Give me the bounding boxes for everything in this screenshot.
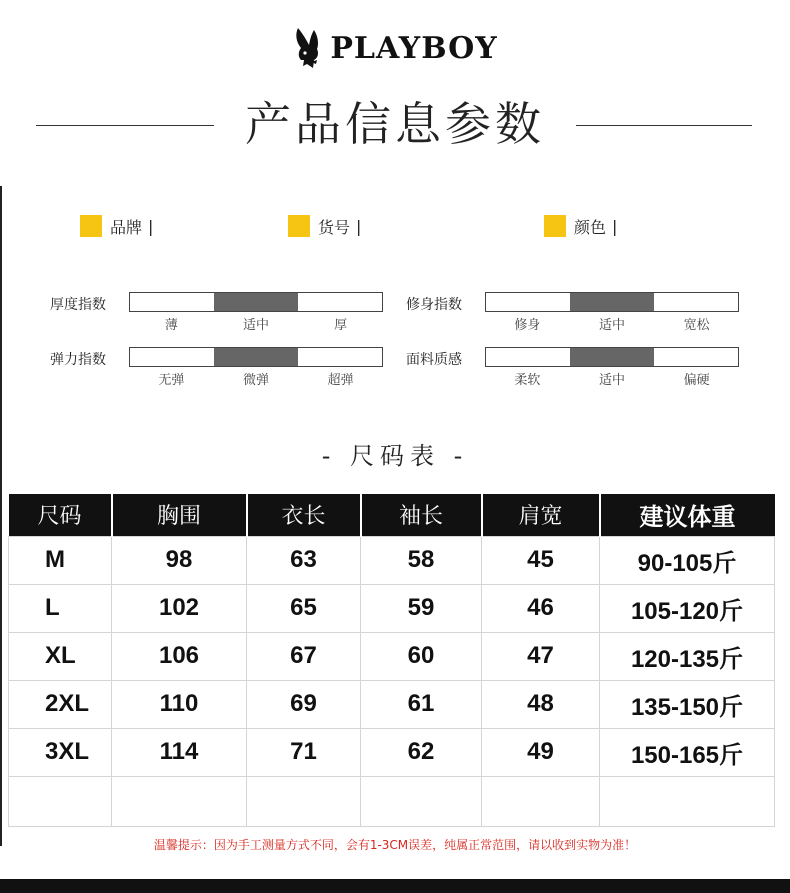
empty-cell xyxy=(361,776,482,826)
cell-length: 63 xyxy=(247,536,361,584)
scale-label: 微弹 xyxy=(243,373,270,388)
measurement-note: 温馨提示：因为手工测量方式不同，会有1-3CM误差，纯属正常范围，请以收到实物为准！ xyxy=(153,838,637,852)
empty-cell xyxy=(247,776,361,826)
attr-thickness-labels xyxy=(129,314,383,333)
cell-length: 69 xyxy=(247,680,361,728)
scale-label: 超弹 xyxy=(327,373,354,388)
table-row xyxy=(9,584,775,632)
cell-sleeve: 60 xyxy=(361,632,482,680)
attr-thickness-name: 厚度指数 xyxy=(50,297,106,313)
scale-segment xyxy=(130,293,214,311)
attr-fit-scale xyxy=(485,292,739,312)
size-table xyxy=(8,494,775,827)
cell-sleeve: 62 xyxy=(361,728,482,776)
scale-label: 宽松 xyxy=(683,318,710,333)
title-divider-left xyxy=(36,125,214,126)
info-brand xyxy=(80,214,153,238)
yellow-square-icon xyxy=(80,215,102,237)
cell-chest: 98 xyxy=(112,536,247,584)
attr-thickness xyxy=(50,292,390,342)
empty-cell xyxy=(482,776,600,826)
cell-weight: 90-105斤 xyxy=(600,536,775,584)
cell-sleeve: 58 xyxy=(361,536,482,584)
attr-fabric-feel-name: 面料质感 xyxy=(406,352,462,368)
header-sleeve: 袖长 xyxy=(361,494,482,536)
attr-elasticity-name: 弹力指数 xyxy=(50,352,106,368)
info-separator: | xyxy=(356,216,362,236)
cell-length: 67 xyxy=(247,632,361,680)
info-separator: | xyxy=(612,216,618,236)
page-title: 产品信息参数 xyxy=(245,97,545,151)
scale-label: 偏硬 xyxy=(683,373,710,388)
cell-chest: 102 xyxy=(112,584,247,632)
scale-label: 适中 xyxy=(599,373,626,388)
scale-segment-selected xyxy=(570,348,654,366)
header-size: 尺码 xyxy=(9,494,112,536)
scale-label: 修身 xyxy=(514,318,541,333)
scale-segment-selected xyxy=(570,293,654,311)
attr-elasticity-labels xyxy=(129,369,383,388)
table-row xyxy=(9,536,775,584)
cell-length: 71 xyxy=(247,728,361,776)
scale-segment xyxy=(654,348,738,366)
info-item-no xyxy=(288,214,361,238)
scale-label: 薄 xyxy=(164,318,178,333)
scale-label: 适中 xyxy=(243,318,270,333)
header-weight: 建议体重 xyxy=(600,494,775,536)
cell-chest: 110 xyxy=(112,680,247,728)
table-row xyxy=(9,680,775,728)
info-item-no-label: 货号 xyxy=(318,217,351,237)
scale-label: 无弹 xyxy=(158,373,185,388)
title-divider-right xyxy=(576,125,752,126)
cell-size: M xyxy=(9,536,112,584)
attr-fabric-feel xyxy=(406,347,746,397)
attr-fit-name: 修身指数 xyxy=(406,297,462,313)
cell-weight: 135-150斤 xyxy=(600,680,775,728)
cell-chest: 114 xyxy=(112,728,247,776)
size-chart-title: - 尺码表 - xyxy=(321,442,469,470)
scale-label: 适中 xyxy=(599,318,626,333)
cell-shoulder: 48 xyxy=(482,680,600,728)
cell-shoulder: 46 xyxy=(482,584,600,632)
scale-segment-selected xyxy=(214,348,298,366)
empty-cell xyxy=(600,776,775,826)
attr-fabric-feel-scale xyxy=(485,347,739,367)
cell-size: 2XL xyxy=(9,680,112,728)
cell-weight: 105-120斤 xyxy=(600,584,775,632)
cell-chest: 106 xyxy=(112,632,247,680)
scale-segment-selected xyxy=(214,293,298,311)
table-row xyxy=(9,728,775,776)
attr-fit-labels xyxy=(485,314,739,333)
cell-length: 65 xyxy=(247,584,361,632)
cell-sleeve: 61 xyxy=(361,680,482,728)
empty-cell xyxy=(112,776,247,826)
yellow-square-icon xyxy=(544,215,566,237)
brand-name: PLAYBOY xyxy=(330,30,498,66)
cell-shoulder: 45 xyxy=(482,536,600,584)
cell-weight: 120-135斤 xyxy=(600,632,775,680)
attr-elasticity xyxy=(50,347,390,397)
table-row xyxy=(9,632,775,680)
brand-logo xyxy=(0,24,790,72)
scale-segment xyxy=(130,348,214,366)
header-chest: 胸围 xyxy=(112,494,247,536)
cell-weight: 150-165斤 xyxy=(600,728,775,776)
info-color xyxy=(544,214,617,238)
header-length: 衣长 xyxy=(247,494,361,536)
attr-elasticity-scale xyxy=(129,347,383,367)
scale-label: 厚 xyxy=(334,318,348,333)
scale-segment xyxy=(298,293,382,311)
attr-fit xyxy=(406,292,746,342)
scale-label: 柔软 xyxy=(514,373,541,388)
cell-size: L xyxy=(9,584,112,632)
cell-sleeve: 59 xyxy=(361,584,482,632)
bunny-head-icon xyxy=(292,26,322,70)
bottom-bar xyxy=(0,879,790,893)
left-border-line xyxy=(0,186,2,846)
scale-segment xyxy=(654,293,738,311)
info-brand-label: 品牌 xyxy=(110,217,143,237)
scale-segment xyxy=(486,293,570,311)
empty-cell xyxy=(9,776,112,826)
attr-fabric-feel-labels xyxy=(485,369,739,388)
info-color-label: 颜色 xyxy=(574,217,607,237)
cell-shoulder: 49 xyxy=(482,728,600,776)
cell-size: XL xyxy=(9,632,112,680)
attr-thickness-scale xyxy=(129,292,383,312)
cell-size: 3XL xyxy=(9,728,112,776)
size-table-header-row xyxy=(9,494,775,536)
cell-shoulder: 47 xyxy=(482,632,600,680)
header-shoulder: 肩宽 xyxy=(482,494,600,536)
info-separator: | xyxy=(148,216,154,236)
page-title-row xyxy=(0,92,790,156)
yellow-square-icon xyxy=(288,215,310,237)
table-row-empty xyxy=(9,776,775,826)
scale-segment xyxy=(486,348,570,366)
scale-segment xyxy=(298,348,382,366)
